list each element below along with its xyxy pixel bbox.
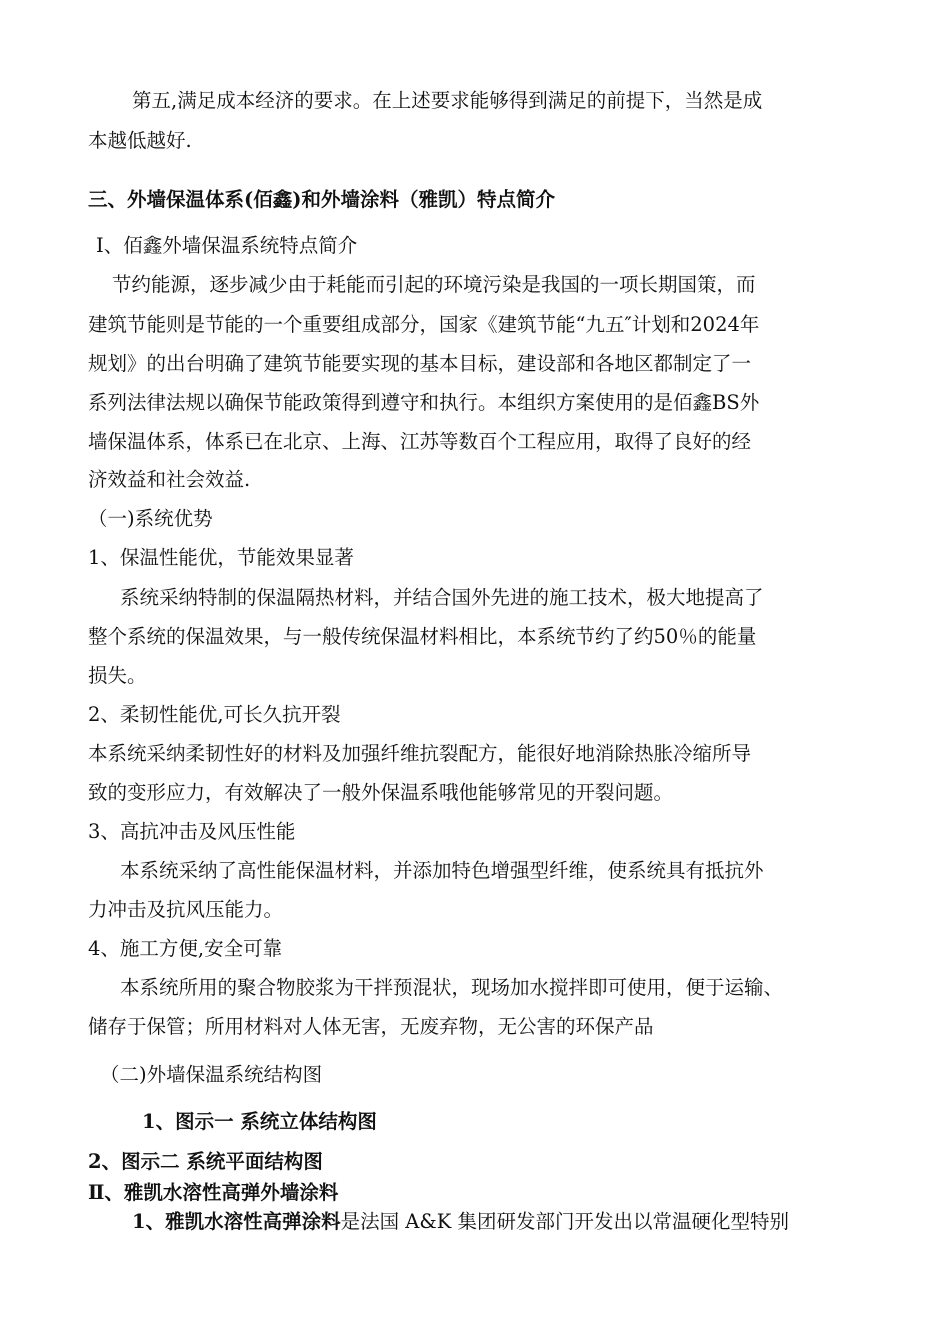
paragraph-line: 规划》的出台明确了建筑节能要实现的基本目标，建设部和各地区都制定了一 [88,352,752,375]
paragraph-line: 力冲击及抗风压能力。 [88,898,284,921]
product-name: 1、雅凯水溶性高弹涂料 [132,1210,341,1233]
paragraph-line: 墙保温体系，体系已在北京、上海、江苏等数百个工程应用，取得了良好的经 [88,430,752,453]
paragraph-line: 损失。 [88,664,147,687]
list-item-heading: 4、施工方便,安全可靠 [88,937,283,960]
list-heading: （一)系统优势 [88,507,213,530]
subsection-heading: Ⅰ、佰鑫外墙保温系统特点简介 [96,234,358,257]
paragraph-line: 节约能源，逐步减少由于耗能而引起的环境污染是我国的一项长期国策，而 [112,273,756,296]
paragraph-line: 系列法律法规以确保节能政策得到遵守和执行。本组织方案使用的是佰鑫BS外 [88,391,760,414]
product-description: 是法国 A&K 集团研发部门开发出以常温硬化型特别 [340,1210,789,1233]
paragraph-line: 第五,满足成本经济的要求。在上述要求能够得到满足的前提下，当然是成 [132,89,763,112]
paragraph-line: 本系统采纳了高性能保温材料，并添加特色增强型纤维，使系统具有抵抗外 [120,859,764,882]
section-heading: 三、外墙保温体系(佰鑫)和外墙涂料（雅凯）特点简介 [88,188,555,211]
figure-caption: 2、图示二 系统平面结构图 [88,1150,323,1173]
paragraph-line: 建筑节能则是节能的一个重要组成部分，国家《建筑节能“九五″计划和2024年 [88,313,760,336]
paragraph-line: 系统采纳特制的保温隔热材料，并结合国外先进的施工技术，极大地提高了 [120,586,764,609]
figure-caption: 1、图示一 系统立体结构图 [142,1110,377,1133]
paragraph-line: 济效益和社会效益. [88,468,251,491]
paragraph-line: 整个系统的保温效果，与一般传统保温材料相比，本系统节约了约50％的能量 [88,625,757,648]
list-item-heading: 3、高抗冲击及风压性能 [88,820,296,843]
paragraph-line: 本越低越好. [88,129,192,152]
list-heading: （二)外墙保温系统结构图 [100,1063,323,1086]
list-item-heading: 1、保温性能优，节能效果显著 [88,546,354,569]
paragraph-line: 本系统所用的聚合物胶浆为干拌预混状，现场加水搅拌即可使用，便于运输、 [120,976,784,999]
paragraph-line [132,1209,789,1235]
paragraph-line: 储存于保管；所用材料对人体无害，无废弃物，无公害的环保产品 [88,1015,654,1038]
list-item-heading: 2、柔韧性能优,可长久抗开裂 [88,703,341,726]
subsection-heading: Ⅱ、雅凯水溶性高弹外墙涂料 [88,1181,339,1204]
paragraph-line: 致的变形应力，有效解决了一般外保温系哦他能够常见的开裂问题。 [88,781,674,804]
paragraph-line: 本系统采纳柔韧性好的材料及加强纤维抗裂配方，能很好地消除热胀冷缩所导 [88,742,752,765]
